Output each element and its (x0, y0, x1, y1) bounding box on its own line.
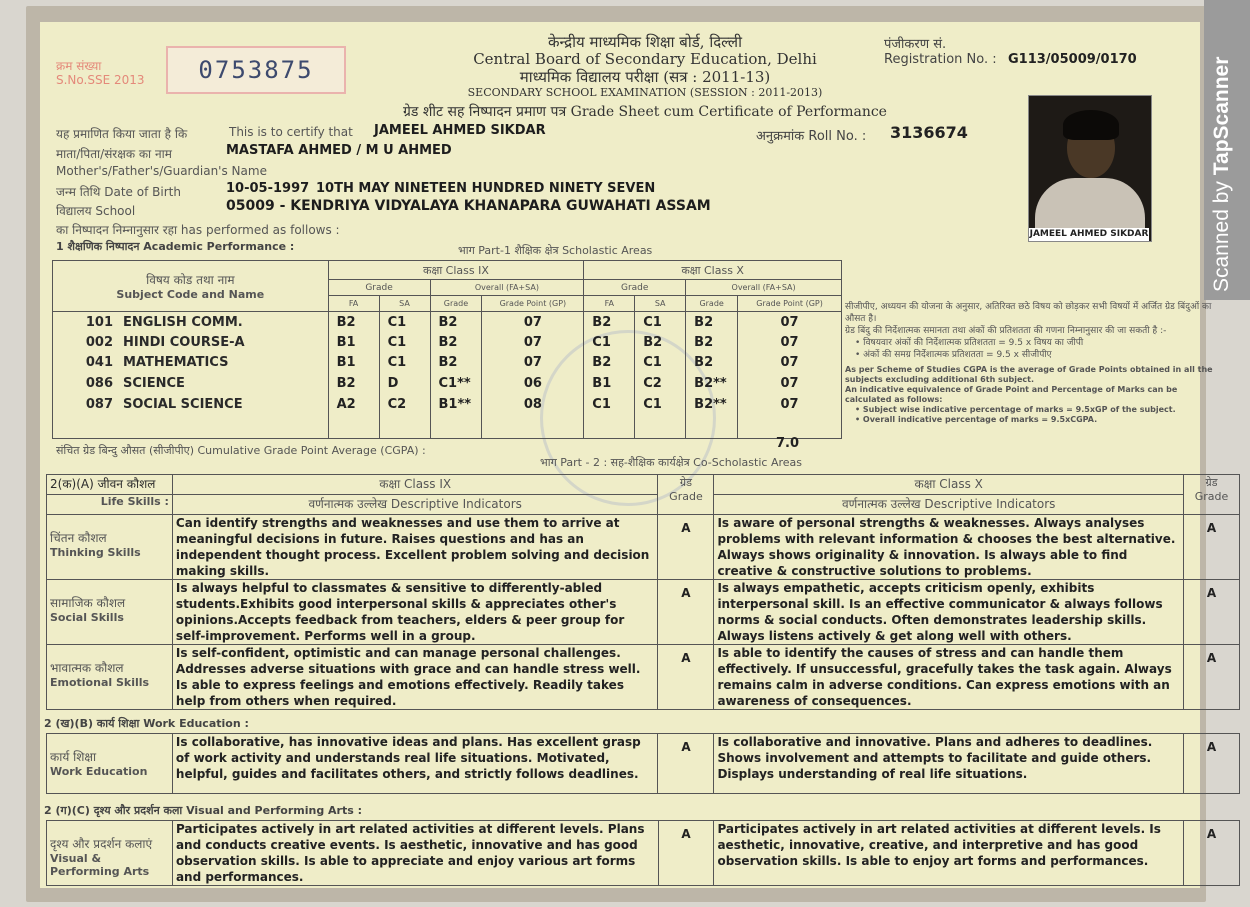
grade-cell: B2 (686, 332, 738, 353)
sa-header: SA (635, 296, 686, 312)
dob-label: जन्म तिथि Date of Birth (56, 185, 181, 199)
empty-cell (738, 414, 842, 438)
life-skills-label: 2(क)(A) जीवन कौशल (50, 477, 156, 491)
subject-row (53, 394, 842, 415)
subject-header-hi: विषय कोड तथा नाम (146, 273, 235, 287)
class9-header: कक्षा Class IX (328, 261, 584, 280)
grade-cell: C1 (635, 312, 686, 333)
skill-name-hi: सामाजिक कौशल (50, 596, 126, 610)
grade-cell: C1 (379, 353, 430, 374)
grade-class10: A (1183, 580, 1239, 645)
class10-header: कक्षा Class X (584, 261, 842, 280)
descriptor-class10: Is collaborative and innovative. Plans and adheres to deadlines. Shows involvement and attempts to facilitate and guide others. Displays understanding of real life situations. (714, 734, 1184, 794)
grade-point-cell: 06 (482, 373, 584, 394)
certify-label-en: This is to certify that (229, 125, 353, 139)
school-name: 05009 - KENDRIYA VIDYALAYA KHANAPARA GUWAHATI ASSAM (226, 198, 711, 214)
subject-code: 041 (85, 355, 113, 371)
grade-class10: A (1184, 734, 1240, 794)
grade-header-hi: ग्रेड (1205, 476, 1218, 489)
grade-cell: B2** (686, 373, 738, 394)
academic-section-label: 1 शैक्षणिक निष्पादन Academic Performance : (56, 240, 295, 253)
grade-col-header: Grade (686, 296, 738, 312)
dob-value: 10-05-1997 (226, 181, 310, 196)
coscholastic-part-label: भाग Part - 2 : सह-शैक्षिक कार्यक्षेत्र Co-Scholastic Areas (540, 456, 802, 469)
note-en-2: An indicative equivalence of Grade Point and Percentage of Marks can be calculated as follows: (845, 385, 1178, 404)
grade-point-cell: 07 (738, 332, 842, 353)
subject-header-en: Subject Code and Name (116, 288, 265, 301)
grade-cell: C1 (584, 394, 635, 415)
gp-header: Grade Point (GP) (738, 296, 842, 312)
class10-coschol-header: कक्षा Class X (714, 475, 1184, 495)
gp-header: Grade Point (GP) (482, 296, 584, 312)
descriptor-class9: Is always helpful to classmates & sensitive to differently-abled students.Exhibits good interpersonal skills & appreciates other's opinions.Accepts feedback from teachers, elders & peer group for self-improvement. Performs well in a group. (172, 580, 658, 645)
empty-cell (53, 414, 329, 438)
cgpa-label: संचित ग्रेड बिन्दु औसत (सीजीपीए) Cumulative Grade Point Average (CGPA) : (56, 444, 426, 457)
certify-label: यह प्रमाणित किया जाता है कि (56, 127, 188, 141)
note-hi-3: • विषयवार अंकों की निर्देशात्मक प्रतिशतता = 9.5 x विषय का जीपी (855, 338, 1084, 348)
grade-cell: C2 (635, 373, 686, 394)
note-hi-4: • अंकों की समग्र निर्देशात्मक प्रतिशतता = 9.5 x सीजीपीए (855, 350, 1052, 360)
parent-label-en: Mother's/Father's/Guardian's Name (56, 164, 267, 178)
desc-header-10: वर्णनात्मक उल्लेख Descriptive Indicators (714, 495, 1184, 515)
grade-cell: C1 (379, 312, 430, 333)
class10-overall-header: Overall (FA+SA) (686, 280, 842, 296)
subject-code: 086 (85, 376, 113, 392)
table-spacer (53, 414, 842, 438)
subject-code: 087 (85, 396, 113, 412)
serial-label-en: S.No.SSE 2013 (56, 73, 145, 87)
empty-cell (482, 414, 584, 438)
grade-cell: B1 (328, 353, 379, 374)
life-skills-table (46, 474, 1240, 710)
work-education-table (46, 733, 1240, 794)
grade-header-9 (658, 475, 714, 515)
subject-cell (53, 353, 329, 374)
work-education-label: 2 (ख)(B) कार्य शिक्षा Work Education : (44, 717, 249, 730)
life-skills-label-en: Life Skills : (47, 495, 173, 515)
parent-label-hi: माता/पिता/संरक्षक का नाम (56, 147, 172, 161)
grade-class9: A (658, 734, 714, 794)
grade-cell: C1 (635, 394, 686, 415)
descriptor-class10: Is able to identify the causes of stress and can handle them effectively. If unsuccessful, gracefully takes the task again. Always remains calm in adverse conditions. Can express emotions with an awareness of consequences. (714, 645, 1184, 710)
skill-name-en: Visual & Performing Arts (50, 852, 150, 878)
class9-overall-header: Overall (FA+SA) (430, 280, 584, 296)
student-name: JAMEEL AHMED SIKDAR (374, 123, 546, 138)
grade-class9: A (658, 645, 714, 710)
grade-point-cell: 07 (738, 312, 842, 333)
life-skill-row (47, 645, 1240, 710)
board-name-hi: केन्द्रीय माध्यमिक शिक्षा बोर्ड, दिल्ली (548, 33, 742, 51)
performed-label: का निष्पादन निम्नानुसार रहा has performed as follows : (56, 223, 340, 237)
empty-cell (328, 414, 379, 438)
skill-name-cell (47, 515, 173, 580)
life-skills-heading (47, 475, 173, 495)
life-skill-row (47, 515, 1240, 580)
grade-point-cell: 07 (738, 353, 842, 374)
subject-name: MATHEMATICS (123, 355, 229, 371)
empty-cell (430, 414, 482, 438)
certificate-title: ग्रेड शीट सह निष्पादन प्रमाण पत्र Grade Sheet cum Certificate of Performance (403, 104, 887, 120)
exam-name-hi: माध्यमिक विद्यालय परीक्षा (सत्र : 2011-13) (519, 68, 771, 86)
cgpa-notes (845, 301, 1217, 425)
empty-cell (379, 414, 430, 438)
empty-cell (686, 414, 738, 438)
grade-point-cell: 07 (482, 353, 584, 374)
note-en-1: As per Scheme of Studies CGPA is the average of Grade Points obtained in all the subjects excluding additional 6th subject. (845, 365, 1213, 384)
work-education-row (47, 734, 1240, 794)
note-en-4: • Overall indicative percentage of marks = 9.5xCGPA. (855, 415, 1098, 424)
subject-row (53, 373, 842, 394)
serial-label-hi: क्रम संख्या (56, 59, 102, 73)
grade-cell: C1 (635, 353, 686, 374)
roll-number: 3136674 (890, 123, 968, 142)
serial-number: 0753875 (166, 46, 346, 94)
grade-cell: C1** (430, 373, 482, 394)
dob-words: 10TH MAY NINETEEN HUNDRED NINETY SEVEN (316, 181, 656, 196)
grade-point-cell: 07 (482, 332, 584, 353)
grade-cell: D (379, 373, 430, 394)
grade-cell: B2 (430, 312, 482, 333)
grade-header-10 (1183, 475, 1239, 515)
skill-name-hi: चिंतन कौशल (50, 531, 107, 545)
subject-row (53, 353, 842, 374)
grade-header-en: Grade (1194, 490, 1229, 503)
empty-cell (584, 414, 635, 438)
fa-header: FA (328, 296, 379, 312)
grade-cell: B2 (328, 373, 379, 394)
registration-number: G113/05009/0170 (1008, 52, 1137, 67)
grade-cell: C1 (379, 332, 430, 353)
arts-label: 2 (ग)(C) दृश्य और प्रदर्शन कला Visual and Performing Arts : (44, 804, 362, 817)
skill-name-en: Emotional Skills (50, 676, 150, 689)
grade-cell: C1 (584, 332, 635, 353)
descriptor-class9: Participates actively in art related activities at different levels. Plans and conducts creative events. Is aesthetic, innovative and has good observation skills. Is able to appreciate and enjoy various art forms and performances. (172, 821, 658, 886)
grade-class9: A (658, 515, 714, 580)
grade-cell: B2 (584, 312, 635, 333)
subject-header (53, 261, 329, 312)
photo-hair (1063, 110, 1119, 140)
student-photo (1028, 95, 1152, 242)
descriptor-class10: Is always empathetic, accepts criticism openly, exhibits interpersonal skill. Is an effective communicator & always follows norms & social conducts. Often demonstrates leadership skills. Always listens actively & get along well with others. (714, 580, 1184, 645)
skill-name-cell (47, 821, 173, 886)
grade-cell: C2 (379, 394, 430, 415)
skill-name-cell (47, 734, 173, 794)
note-hi-1: सीजीपीए, अध्ययन की योजना के अनुसार, अतिरिक्त छठे विषय को छोड़कर सभी विषयों में अर्जित ग्रेड बिंदुओं का औसत है। (845, 302, 1212, 324)
grade-cell: B2 (328, 312, 379, 333)
descriptor-class10: Participates actively in art related activities at different levels. Is aesthetic, innovative, creative, and interpretive and has good observation skills. Is able to enjoy art forms and performances. (714, 821, 1184, 886)
descriptor-class9: Can identify strengths and weaknesses and use them to arrive at meaningful decisions in future. Raises questions and has an independent thought process. Excellent problem solving and decision making skills. (172, 515, 658, 580)
scholastic-part-label: भाग Part-1 शैक्षिक क्षेत्र Scholastic Areas (458, 244, 653, 257)
arts-row (47, 821, 1240, 886)
grade-class9: A (658, 580, 714, 645)
note-hi-2: ग्रेड बिंदु की निर्देशात्मक समानता तथा अंकों की प्रतिशतता की गणना निम्नानुसार की जा सकती है :- (845, 326, 1167, 336)
grade-point-cell: 07 (482, 312, 584, 333)
parent-name: MASTAFA AHMED / M U AHMED (226, 143, 452, 158)
note-en-3: • Subject wise indicative percentage of marks = 9.5xGP of the subject. (855, 405, 1176, 414)
grade-cell: B2 (584, 353, 635, 374)
grade-point-cell: 07 (738, 373, 842, 394)
subject-name: ENGLISH COMM. (123, 314, 243, 330)
skill-name-hi: कार्य शिक्षा (50, 750, 97, 764)
fa-header: FA (584, 296, 635, 312)
arts-table (46, 820, 1240, 886)
subject-name: SCIENCE (123, 376, 185, 392)
skill-name-cell (47, 580, 173, 645)
grade-col-header: Grade (430, 296, 482, 312)
grade-cell: B1** (430, 394, 482, 415)
school-label: विद्यालय School (56, 204, 136, 218)
descriptor-class9: Is self-confident, optimistic and can manage personal challenges. Addresses adverse situations with grace and can handle stress well. Is able to express feelings and emotions effectively. Readily takes help from others when required. (172, 645, 658, 710)
grade-cell: B2** (686, 394, 738, 415)
subject-row (53, 312, 842, 333)
grade-header-hi: ग्रेड (679, 476, 692, 489)
registration-label-hi: पंजीकरण सं. (884, 37, 947, 52)
subject-code: 002 (85, 334, 113, 350)
grade-cell: B1 (328, 332, 379, 353)
photo-caption: JAMEEL AHMED SIKDAR (1029, 229, 1149, 239)
grade-class10: A (1183, 645, 1239, 710)
desc-header-9: वर्णनात्मक उल्लेख Descriptive Indicators (172, 495, 658, 515)
grade-cell: B2 (430, 332, 482, 353)
grade-cell: B2 (430, 353, 482, 374)
descriptor-class10: Is aware of personal strengths & weaknesses. Always analyses problems with relevant information & chooses the best alternative. Always shows originality & innovation. Is always able to find creative & constructive solutions to problems. (714, 515, 1184, 580)
skill-name-en: Social Skills (50, 611, 124, 624)
registration-label-en: Registration No. : (884, 52, 997, 67)
subject-code: 101 (85, 314, 113, 330)
scanner-brand: TapScanner (1210, 56, 1233, 176)
scholastic-table (52, 260, 842, 439)
grade-class9: A (658, 821, 714, 886)
exam-name-en: SECONDARY SCHOOL EXAMINATION (SESSION : 2011-2013) (467, 86, 823, 99)
class9-coschol-header: कक्षा Class IX (172, 475, 658, 495)
cgpa-value: 7.0 (776, 436, 800, 451)
grade-cell: B2 (686, 312, 738, 333)
class9-grade-header: Grade (328, 280, 430, 296)
skill-name-hi: दृश्य और प्रदर्शन कलाएं (50, 837, 153, 851)
roll-label: अनुक्रमांक Roll No. : (756, 129, 867, 144)
grade-cell: B1 (584, 373, 635, 394)
descriptor-class9: Is collaborative, has innovative ideas and plans. Has excellent grasp of work activity and understands real life situations. Motivated, helpful, guides and facilitates others, and strictly follows deadlines. (172, 734, 658, 794)
grade-class10: A (1184, 821, 1240, 886)
skill-name-hi: भावात्मक कौशल (50, 661, 124, 675)
subject-cell (53, 394, 329, 415)
subject-cell (53, 373, 329, 394)
grade-point-cell: 08 (482, 394, 584, 415)
sa-header: SA (379, 296, 430, 312)
subject-name: HINDI COURSE-A (123, 334, 245, 350)
subject-cell (53, 312, 329, 333)
board-name-en: Central Board of Secondary Education, Delhi (473, 50, 817, 68)
life-skill-row (47, 580, 1240, 645)
skill-name-cell (47, 645, 173, 710)
grade-class10: A (1183, 515, 1239, 580)
grade-cell: A2 (328, 394, 379, 415)
skill-name-en: Work Education (50, 765, 148, 778)
subject-row (53, 332, 842, 353)
grade-point-cell: 07 (738, 394, 842, 415)
grade-cell: B2 (635, 332, 686, 353)
skill-name-en: Thinking Skills (50, 546, 141, 559)
grade-header-en: Grade (669, 490, 703, 503)
grade-cell: B2 (686, 353, 738, 374)
empty-cell (635, 414, 686, 438)
scanner-label: Scanned by TapScanner (1210, 56, 1233, 292)
subject-name: SOCIAL SCIENCE (123, 396, 243, 412)
class10-grade-header: Grade (584, 280, 686, 296)
subject-cell (53, 332, 329, 353)
